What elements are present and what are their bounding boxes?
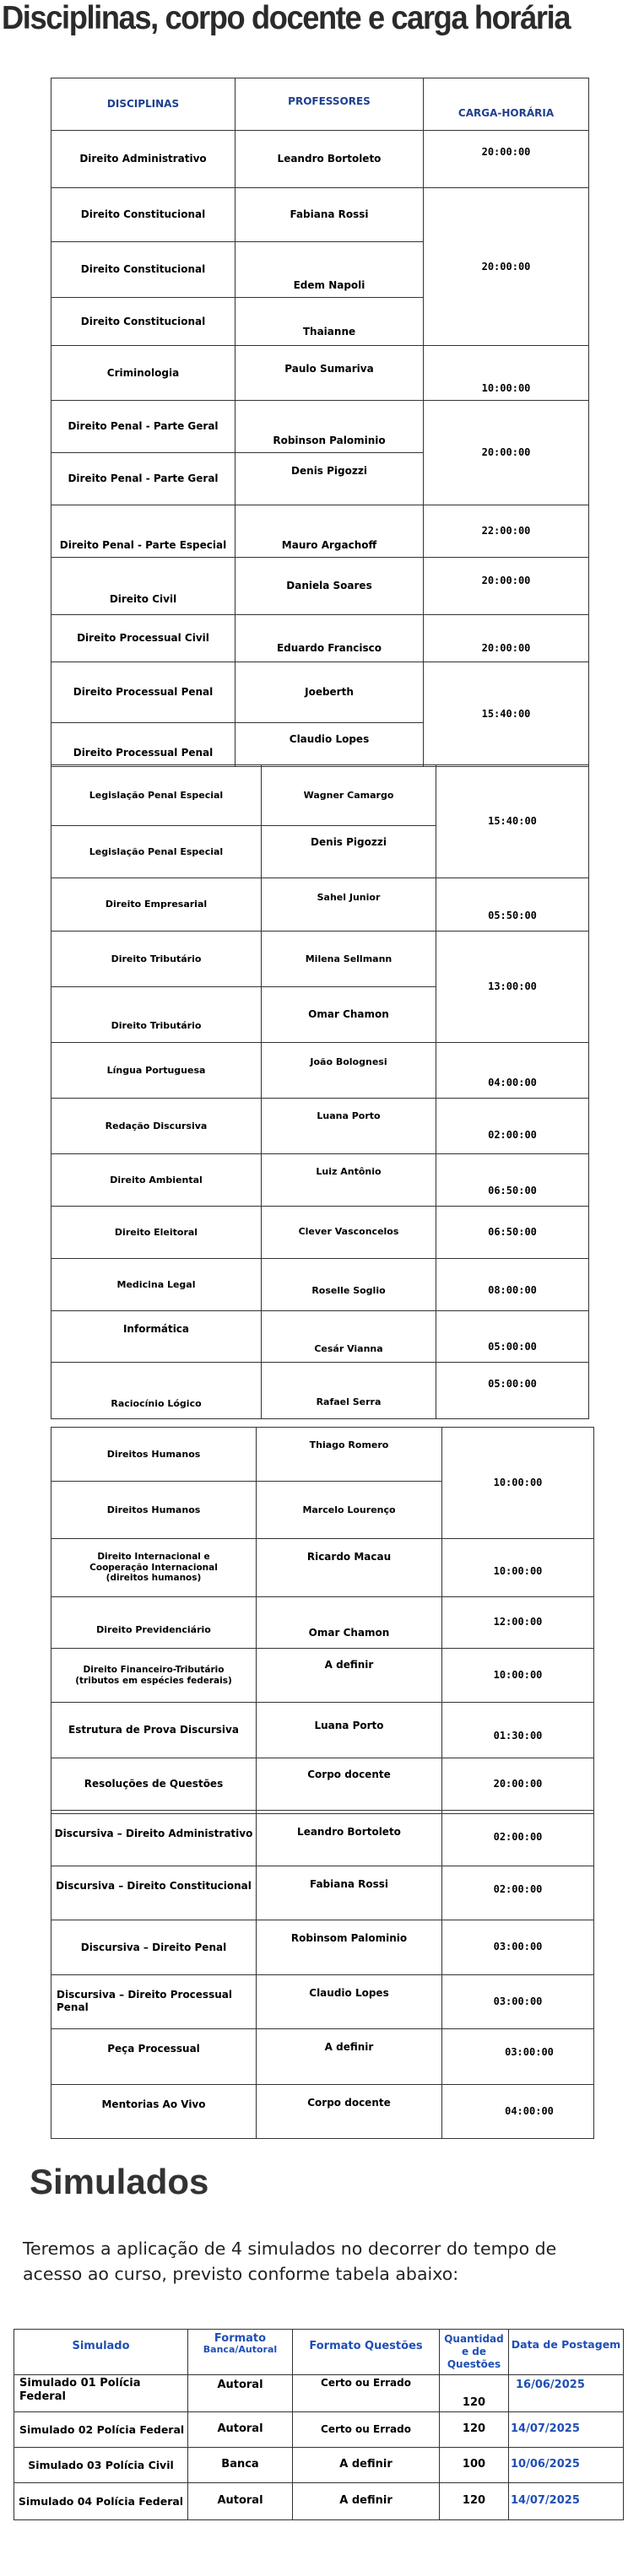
header-disciplinas: DISCIPLINAS bbox=[51, 78, 236, 131]
simulado-quantidade-cell: 120 bbox=[440, 2412, 509, 2448]
simulado-data-cell: 16/06/2025 bbox=[509, 2375, 624, 2412]
disciplina-cell: Discursiva – Direito Processual Penal bbox=[51, 1975, 257, 2029]
simulado-formato-questoes-cell: A definir bbox=[293, 2448, 440, 2483]
professor-cell: Roselle Soglio bbox=[262, 1259, 436, 1311]
carga-cell: 02:00:00 bbox=[442, 1814, 594, 1866]
simulados-row bbox=[14, 2375, 624, 2412]
header-quantidade: Quantidad e de Questões bbox=[440, 2330, 509, 2375]
simulado-data-cell: 14/07/2025 bbox=[509, 2483, 624, 2520]
carga-cell: 06:50:00 bbox=[436, 1154, 589, 1207]
table-header-row bbox=[51, 78, 589, 131]
carga-cell: 02:00:00 bbox=[442, 1866, 594, 1920]
header-formato-line2: Banca/Autoral bbox=[203, 2344, 278, 2356]
professor-cell: Omar Chamon bbox=[257, 1597, 442, 1649]
simulado-data-cell: 10/06/2025 bbox=[509, 2448, 624, 2483]
simulados-row bbox=[14, 2412, 624, 2448]
table-row bbox=[51, 1363, 589, 1419]
carga-cell: 05:00:00 bbox=[436, 1363, 589, 1419]
carga-cell: 03:00:00 bbox=[442, 1920, 594, 1975]
disciplina-cell: Direito Administrativo bbox=[51, 131, 236, 188]
professor-cell: Fabiana Rossi bbox=[236, 188, 424, 242]
professor-cell: Wagner Camargo bbox=[262, 765, 436, 826]
disciplina-cell: Estrutura de Prova Discursiva bbox=[51, 1703, 257, 1758]
simulado-quantidade-cell: 120 bbox=[440, 2375, 509, 2412]
table-row bbox=[51, 1154, 589, 1207]
table-row bbox=[51, 131, 589, 188]
disciplina-cell: Discursiva – Direito Constitucional bbox=[51, 1866, 257, 1920]
table-row bbox=[51, 662, 589, 723]
professor-cell: Paulo Sumariva bbox=[236, 346, 424, 401]
professor-cell: Mauro Argachoff bbox=[236, 505, 424, 558]
simulado-formato-cell: Autoral bbox=[188, 2483, 293, 2520]
header-professores: PROFESSORES bbox=[236, 78, 424, 131]
disciplina-cell: Língua Portuguesa bbox=[51, 1043, 262, 1099]
header-formato-line1: Formato bbox=[214, 2332, 267, 2345]
simulado-data-cell: 14/07/2025 bbox=[509, 2412, 624, 2448]
table-row bbox=[51, 878, 589, 932]
table-row bbox=[51, 1259, 589, 1311]
carga-cell: 10:00:00 bbox=[424, 346, 589, 401]
table-row bbox=[51, 1043, 589, 1099]
table-row bbox=[51, 1758, 594, 1811]
carga-cell: 03:00:00 bbox=[442, 1975, 594, 2029]
carga-cell: 05:00:00 bbox=[436, 1311, 589, 1363]
professor-cell: Fabiana Rossi bbox=[257, 1866, 442, 1920]
simulados-header-row bbox=[14, 2330, 624, 2375]
disciplina-cell: Direito Tributário bbox=[51, 987, 262, 1043]
disciplina-cell: Direito Constitucional bbox=[51, 188, 236, 242]
disciplina-cell: Direito Penal - Parte Geral bbox=[51, 453, 236, 505]
table-row bbox=[51, 2029, 594, 2085]
disciplina-cell: Resoluções de Questões bbox=[51, 1758, 257, 1811]
simulado-formato-cell: Banca bbox=[188, 2448, 293, 2483]
professor-cell: Edem Napoli bbox=[236, 242, 424, 298]
header-formato bbox=[188, 2330, 293, 2375]
carga-cell: 20:00:00 bbox=[424, 615, 589, 662]
carga-cell: 12:00:00 bbox=[442, 1597, 594, 1649]
professor-cell: Luana Porto bbox=[257, 1703, 442, 1758]
disciplina-cell: Direito Penal - Parte Geral bbox=[51, 401, 236, 453]
disciplina-cell: Direito Ambiental bbox=[51, 1154, 262, 1207]
carga-cell: 20:00:00 bbox=[424, 188, 589, 346]
simulados-row bbox=[14, 2448, 624, 2483]
table-row bbox=[51, 765, 589, 826]
disciplina-cell: Peça Processual bbox=[51, 2029, 257, 2085]
professor-cell: Corpo docente bbox=[257, 2085, 442, 2139]
disciplina-cell: Direito Constitucional bbox=[51, 298, 236, 346]
carga-cell: 20:00:00 bbox=[424, 131, 589, 188]
disciplina-cell: Direito Processual Civil bbox=[51, 615, 236, 662]
simulado-formato-cell: Autoral bbox=[188, 2412, 293, 2448]
header-carga-horaria: CARGA-HORÁRIA bbox=[424, 78, 589, 131]
carga-cell: 04:00:00 bbox=[442, 2085, 594, 2139]
table-row bbox=[51, 1920, 594, 1975]
table-row bbox=[51, 1311, 589, 1363]
disciplina-cell: Direito Processual Penal bbox=[51, 662, 236, 723]
disciplina-cell: Legislação Penal Especial bbox=[51, 765, 262, 826]
professor-cell: Eduardo Francisco bbox=[236, 615, 424, 662]
disciplina-cell: Legislação Penal Especial bbox=[51, 826, 262, 878]
simulado-formato-questoes-cell: Certo ou Errado bbox=[293, 2412, 440, 2448]
table-row bbox=[51, 1099, 589, 1154]
disciplina-cell: Criminologia bbox=[51, 346, 236, 401]
disciplina-cell: Direito Eleitoral bbox=[51, 1207, 262, 1259]
table-row bbox=[51, 1866, 594, 1920]
simulado-formato-questoes-cell: A definir bbox=[293, 2483, 440, 2520]
simulados-intro: Teremos a aplicação de 4 simulados no decorrer do tempo de acesso ao curso, previsto conforme tabela abaixo: bbox=[23, 2238, 557, 2284]
disciplinas-table-part-3 bbox=[51, 1427, 594, 2139]
disciplina-cell: Mentorias Ao Vivo bbox=[51, 2085, 257, 2139]
table-row bbox=[51, 558, 589, 615]
disciplina-cell: Medicina Legal bbox=[51, 1259, 262, 1311]
table-row bbox=[51, 1703, 594, 1758]
disciplina-cell: Discursiva – Direito Administrativo bbox=[51, 1814, 257, 1866]
professor-cell: Thiago Romero bbox=[257, 1428, 442, 1482]
professor-cell: Omar Chamon bbox=[262, 987, 436, 1043]
professor-cell: Daniela Soares bbox=[236, 558, 424, 615]
professor-cell: João Bolognesi bbox=[262, 1043, 436, 1099]
professor-cell: Joeberth bbox=[236, 662, 424, 723]
professor-cell: Luiz Antônio bbox=[262, 1154, 436, 1207]
header-data-postagem: Data de Postagem bbox=[509, 2330, 624, 2375]
table-row bbox=[51, 1539, 594, 1597]
disciplina-cell: Direito Civil bbox=[51, 558, 236, 615]
disciplina-cell: Informática bbox=[51, 1311, 262, 1363]
carga-cell: 10:00:00 bbox=[442, 1649, 594, 1703]
carga-cell: 15:40:00 bbox=[424, 662, 589, 767]
disciplina-cell: Direito Processual Penal bbox=[51, 723, 236, 767]
disciplina-cell: Direitos Humanos bbox=[51, 1482, 257, 1539]
carga-cell: 13:00:00 bbox=[436, 932, 589, 1043]
carga-cell: 04:00:00 bbox=[436, 1043, 589, 1099]
table-row bbox=[51, 932, 589, 987]
professor-cell: Claudio Lopes bbox=[257, 1975, 442, 2029]
carga-cell: 03:00:00 bbox=[442, 2029, 594, 2085]
disciplina-cell: Direitos Humanos bbox=[51, 1428, 257, 1482]
professor-cell: Milena Sellmann bbox=[262, 932, 436, 987]
table-row bbox=[51, 1207, 589, 1259]
table-row bbox=[51, 505, 589, 558]
disciplina-cell: Direito Penal - Parte Especial bbox=[51, 505, 236, 558]
disciplina-cell: Discursiva – Direito Penal bbox=[51, 1920, 257, 1975]
professor-cell: Cesár Vianna bbox=[262, 1311, 436, 1363]
professor-cell: Leandro Bortoleto bbox=[257, 1814, 442, 1866]
carga-cell: 01:30:00 bbox=[442, 1703, 594, 1758]
simulados-row bbox=[14, 2483, 624, 2520]
carga-cell: 20:00:00 bbox=[442, 1758, 594, 1811]
disciplina-cell: Direito Previdenciário bbox=[51, 1597, 257, 1649]
disciplina-cell: Direito Financeiro-Tributário (tributos em espécies federais) bbox=[51, 1649, 257, 1703]
disciplina-cell: Direito Constitucional bbox=[51, 242, 236, 298]
disciplina-cell: Raciocínio Lógico bbox=[51, 1363, 262, 1419]
table-row bbox=[51, 401, 589, 453]
table-row bbox=[51, 1597, 594, 1649]
carga-cell: 20:00:00 bbox=[424, 558, 589, 615]
disciplinas-table-part-2 bbox=[51, 764, 589, 1419]
carga-cell: 20:00:00 bbox=[424, 401, 589, 505]
simulado-quantidade-cell: 100 bbox=[440, 2448, 509, 2483]
carga-cell: 08:00:00 bbox=[436, 1259, 589, 1311]
simulado-name-cell: Simulado 04 Polícia Federal bbox=[14, 2483, 188, 2520]
simulado-name-cell: Simulado 02 Polícia Federal bbox=[14, 2412, 188, 2448]
simulados-table bbox=[14, 2329, 624, 2520]
carga-cell: 15:40:00 bbox=[436, 765, 589, 878]
disciplina-cell: Direito Tributário bbox=[51, 932, 262, 987]
professor-cell: Denis Pigozzi bbox=[236, 453, 424, 505]
carga-cell: 10:00:00 bbox=[442, 1428, 594, 1539]
carga-cell: 05:50:00 bbox=[436, 878, 589, 932]
simulado-formato-cell: Autoral bbox=[188, 2375, 293, 2412]
simulados-heading: Simulados bbox=[30, 2162, 209, 2201]
professor-cell: Thaianne bbox=[236, 298, 424, 346]
carga-cell: 22:00:00 bbox=[424, 505, 589, 558]
carga-cell: 10:00:00 bbox=[442, 1539, 594, 1597]
professor-cell: Corpo docente bbox=[257, 1758, 442, 1811]
table-row bbox=[51, 346, 589, 401]
professor-cell: Luana Porto bbox=[262, 1099, 436, 1154]
simulado-formato-questoes-cell: Certo ou Errado bbox=[293, 2375, 440, 2412]
page-title: Disciplinas, corpo docente e carga horária bbox=[2, 0, 571, 36]
header-simulado: Simulado bbox=[14, 2330, 188, 2375]
professor-cell: Clever Vasconcelos bbox=[262, 1207, 436, 1259]
professor-cell: Robinsom Palominio bbox=[257, 1920, 442, 1975]
table-row bbox=[51, 188, 589, 242]
table-row bbox=[51, 1649, 594, 1703]
table-row bbox=[51, 1814, 594, 1866]
disciplina-cell: Redação Discursiva bbox=[51, 1099, 262, 1154]
disciplinas-table-part-1 bbox=[51, 78, 589, 767]
professor-cell: Robinson Palominio bbox=[236, 401, 424, 453]
professor-cell: Rafael Serra bbox=[262, 1363, 436, 1419]
professor-cell: A definir bbox=[257, 1649, 442, 1703]
disciplina-cell: Direito Empresarial bbox=[51, 878, 262, 932]
simulado-name-cell: Simulado 03 Polícia Civil bbox=[14, 2448, 188, 2483]
disciplina-cell: Direito Internacional e Cooperação Internacional (direitos humanos) bbox=[51, 1539, 257, 1597]
professor-cell: Claudio Lopes bbox=[236, 723, 424, 767]
professor-cell: Sahel Junior bbox=[262, 878, 436, 932]
professor-cell: Ricardo Macau bbox=[257, 1539, 442, 1597]
simulado-name-cell: Simulado 01 Polícia Federal bbox=[14, 2375, 188, 2412]
professor-cell: Leandro Bortoleto bbox=[236, 131, 424, 188]
table-row bbox=[51, 1975, 594, 2029]
header-formato-questoes: Formato Questões bbox=[293, 2330, 440, 2375]
table-row bbox=[51, 615, 589, 662]
carga-cell: 06:50:00 bbox=[436, 1207, 589, 1259]
professor-cell: Marcelo Lourenço bbox=[257, 1482, 442, 1539]
simulado-quantidade-cell: 120 bbox=[440, 2483, 509, 2520]
table-row bbox=[51, 2085, 594, 2139]
carga-cell: 02:00:00 bbox=[436, 1099, 589, 1154]
table-row bbox=[51, 1428, 594, 1482]
professor-cell: Denis Pigozzi bbox=[262, 826, 436, 878]
professor-cell: A definir bbox=[257, 2029, 442, 2085]
